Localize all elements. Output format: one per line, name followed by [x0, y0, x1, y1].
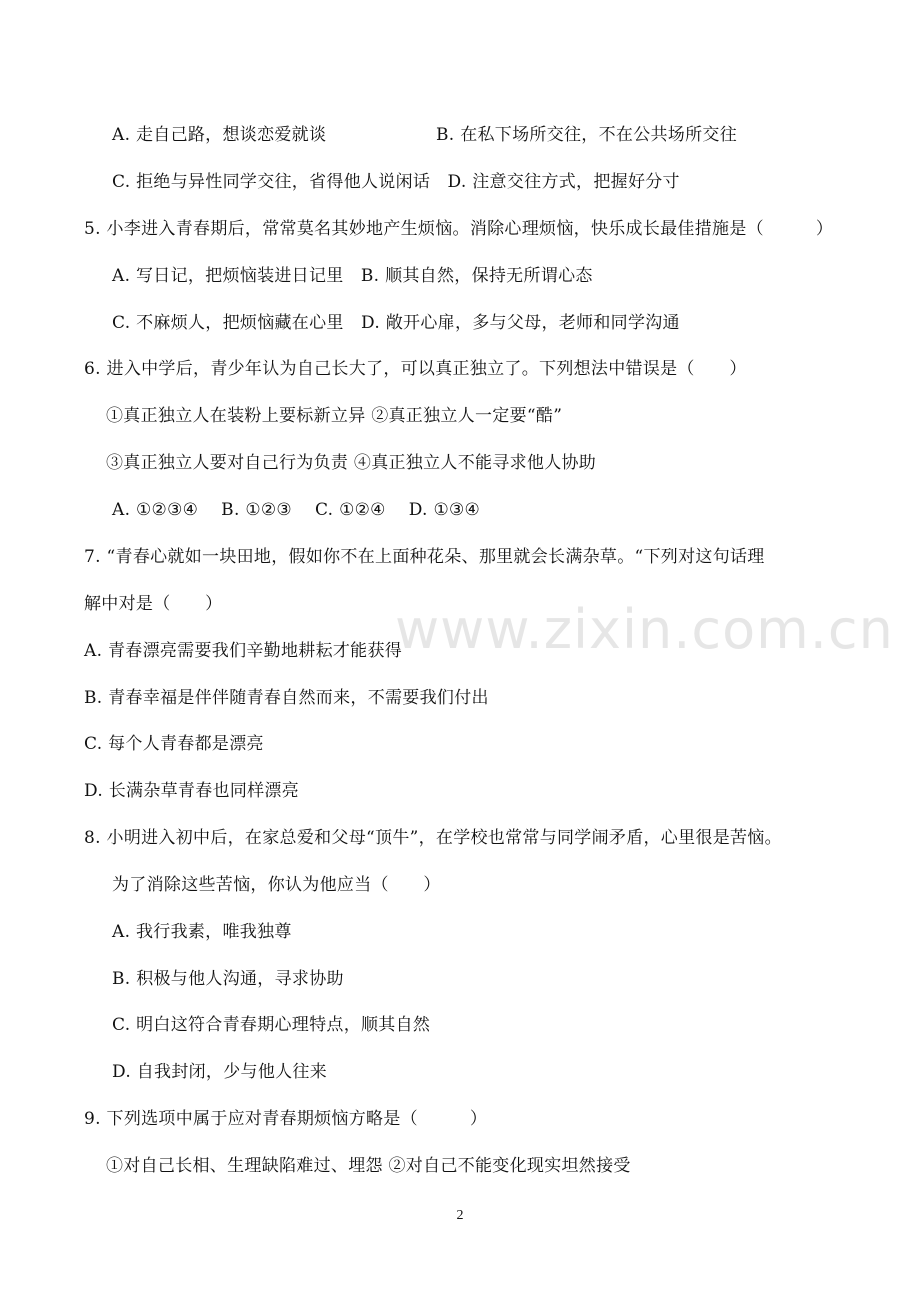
- q7-stem-line-1: 7. “青春心就如一块田地，假如你不在上面种花朵、那里就会长满杂草。“下列对这句话理: [84, 547, 765, 567]
- q7-option-b: B. 青春幸福是伴伴随青春自然而来，不需要我们付出: [84, 688, 489, 708]
- q8-option-c: C. 明白这符合青春期心理特点，顺其自然: [112, 1015, 431, 1035]
- watermark: www.zixin.com.cn: [395, 598, 894, 661]
- q8-stem-line-2: 为了消除这些苦恼，你认为他应当（ ）: [112, 875, 441, 895]
- q6-stem: 6. 进入中学后，青少年认为自己长大了，可以真正独立了。下列想法中错误是（ ）: [84, 359, 747, 379]
- q5-options-ab: A. 写日记，把烦恼装进日记里 B. 顺其自然，保持无所谓心态: [112, 266, 593, 286]
- q7-option-a: A. 青春漂亮需要我们辛勤地耕耘才能获得: [84, 641, 403, 661]
- q7-stem-line-2: 解中对是（ ）: [84, 594, 223, 614]
- page-number: 2: [456, 1208, 464, 1223]
- q8-stem-line-1: 8. 小明进入初中后，在家总爱和父母“顶牛”，在学校也常常与同学闹矛盾，心里很是苦恼。: [84, 828, 782, 848]
- q7-option-c: C. 每个人青春都是漂亮: [84, 734, 264, 754]
- q5-stem: 5. 小李进入青春期后，常常莫名其妙地产生烦恼。消除心理烦恼，快乐成长最佳措施是（ ）: [84, 219, 834, 239]
- q4-option-a: A. 走自己路，想谈恋爱就谈: [112, 125, 327, 145]
- q6-statements-34: ③真正独立人要对自己行为负责 ④真正独立人不能寻求他人协助: [106, 453, 597, 473]
- q9-stem: 9. 下列选项中属于应对青春期烦恼方略是（ ）: [84, 1109, 488, 1129]
- q6-options: A. ①②③④ B. ①②③ C. ①②④ D. ①③④: [112, 500, 481, 520]
- q5-options-cd: C. 不麻烦人，把烦恼藏在心里 D. 敞开心扉，多与父母，老师和同学沟通: [112, 313, 680, 333]
- q4-option-b: B. 在私下场所交往，不在公共场所交往: [436, 125, 737, 145]
- q8-option-a: A. 我行我素，唯我独尊: [112, 922, 292, 942]
- q8-option-d: D. 自我封闭，少与他人往来: [112, 1062, 328, 1082]
- q8-option-b: B. 积极与他人沟通，寻求协助: [112, 969, 344, 989]
- q7-option-d: D. 长满杂草青春也同样漂亮: [84, 781, 300, 801]
- q6-statements-12: ①真正独立人在装粉上要标新立异 ②真正独立人一定要“酷”: [106, 406, 563, 426]
- q9-statements-12: ①对自己长相、生理缺陷难过、埋怨 ②对自己不能变化现实坦然接受: [106, 1156, 631, 1176]
- q4-options-cd: C. 拒绝与异性同学交往，省得他人说闲话 D. 注意交往方式，把握好分寸: [112, 172, 680, 192]
